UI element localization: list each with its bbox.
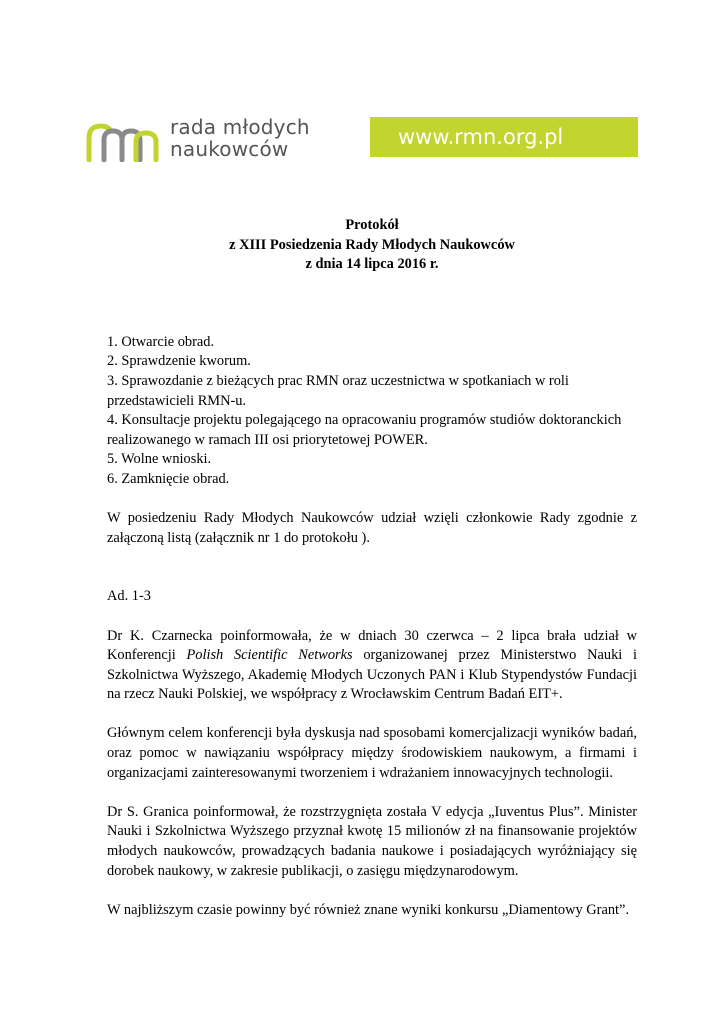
title-line-2: z XIII Posiedzenia Rady Młodych Naukowców	[229, 236, 515, 253]
title-line-3: z dnia 14 lipca 2016 r.	[305, 256, 439, 273]
agenda-item: 6. Zamknięcie obrad.	[107, 470, 230, 487]
document-title	[107, 216, 637, 275]
paragraph-iuventus-plus: Dr S. Granica poinformował, że rozstrzygnięta została V edycja „Iuventus Plus”. Minister Nauki i Szkolnictwa Wyższego przyznał kwotę 15 milionów zł na finansowanie projektów młodych naukowców, prowadzących badania naukowe i posiadających wyróżniający się dorobek naukowy, w zakresie publikacji, o zasięgu międzynarodowym.	[107, 803, 637, 879]
logo-line-1: rada młodych	[170, 115, 310, 139]
paragraph-conference-goal: Głównym celem konferencji była dyskusja nad sposobami komercjalizacji wyników badań, oraz pomoc w nawiązaniu współpracy między środowiskiem naukowym, a firmami i organizacjami zainteresowanymi tworzeniem i wdrażaniem innowacyjnych technologii.	[107, 725, 637, 781]
paragraph-diamentowy-grant: W najbliższym czasie powinny być również znane wyniki konkursu „Diamentowy Grant”.	[107, 901, 630, 918]
agenda-item: realizowanego w ramach III osi priorytetowej POWER.	[107, 431, 428, 448]
website-url-banner[interactable]: www.rmn.org.pl	[370, 117, 638, 157]
rmn-logo	[84, 116, 314, 164]
agenda-item: przedstawicieli RMN-u.	[107, 392, 247, 409]
agenda-item: 1. Otwarcie obrad.	[107, 333, 215, 350]
title-line-1: Protokół	[345, 217, 399, 233]
logo-wordmark	[170, 116, 310, 160]
agenda-item: 5. Wolne wnioski.	[107, 451, 212, 468]
agenda-item: 3. Sprawozdanie z bieżących prac RMN oraz uczestnictwa w spotkaniach w roli	[107, 372, 569, 389]
conference-name: Polish Scientific Networks	[186, 647, 353, 664]
paragraph-text: Dr K. Czarnecka poinformowała, że w dniach 30 czerwca – 2 lipca brała udział w Konferencji	[107, 627, 637, 664]
logo-line-2: naukowców	[170, 137, 289, 161]
document-body	[107, 216, 637, 920]
agenda-item: 2. Sprawdzenie kworum.	[107, 353, 251, 370]
paragraph-text: organizowanej przez Ministerstwo Nauki i Szkolnictwa Wyższego, Akademię Młodych Uczonych PAN i Klub Stypendystów Fundacji na rzecz Nauki Polskiej, we współpracy z Wrocławskim Centrum Badań EIT+.	[107, 647, 638, 703]
page-header	[0, 0, 725, 180]
rmn-logo-icon	[84, 118, 162, 162]
agenda-item: 4. Konsultacje projektu polegającego na opracowaniu programów studiów doktoranckich	[107, 412, 622, 429]
paragraph-conference	[107, 627, 637, 705]
attendance-paragraph: W posiedzeniu Rady Młodych Naukowców udział wzięli członkowie Rady zgodnie z załączoną listą (załącznik nr 1 do protokołu ).	[107, 510, 637, 546]
agenda-list	[107, 333, 637, 490]
section-heading: Ad. 1-3	[107, 588, 151, 605]
